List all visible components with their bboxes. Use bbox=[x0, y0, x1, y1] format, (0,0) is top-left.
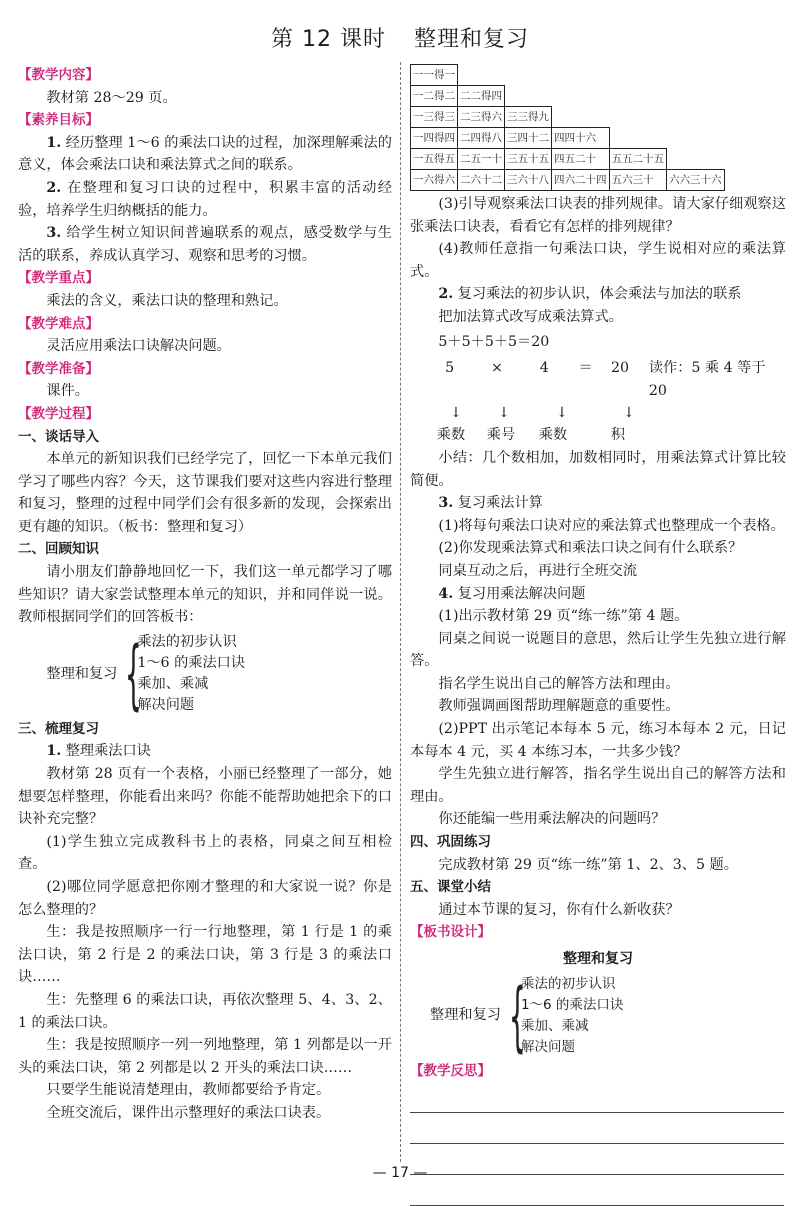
section-3-text: 只要学生能说清楚理由，教师都要给予肯定。 bbox=[46, 1082, 331, 1099]
right-text: (2)你发现乘法算式和乘法口诀之间有什么联系？ bbox=[438, 540, 743, 557]
right-column bbox=[410, 64, 786, 1206]
brace-item: 乘法的初步认识 bbox=[520, 975, 616, 992]
board-summary bbox=[18, 628, 392, 718]
section-1-text: 本单元的新知识我们已经学完了，回忆一下本单元我们学习了哪些内容？今天，这节课我们要对这些内容进行整理和复习，整理的过程中同学们会有很多新的发现，会探索出更有趣的知识。（板书：整理和复习） bbox=[18, 451, 392, 535]
lesson-topic: 整理和复习 bbox=[413, 27, 529, 52]
table-row: 一四得四 二四得八 三四十二 四四十六 bbox=[411, 128, 725, 149]
brace-icon: { bbox=[125, 628, 143, 718]
eq-factor: 4 bbox=[539, 360, 549, 377]
reflection-lines bbox=[410, 1082, 786, 1206]
brace-item: 乘加、乘减 bbox=[137, 675, 209, 692]
right-text: (1)出示教材第 29 页“练一练”第 4 题。 bbox=[438, 608, 689, 625]
brace-label: 整理和复习 bbox=[430, 1007, 501, 1024]
key-text: 乘法的含义，乘法口诀的整理和熟记。 bbox=[46, 292, 288, 309]
addition-equation: 5＋5＋5＋5＝20 bbox=[438, 333, 550, 350]
equation-labels bbox=[426, 424, 786, 447]
section-3-text: 教材第 28 页有一个表格，小丽已经整理了一部分，她想要怎样整理，你能看出来吗？你能不能帮助她把余下的口诀补充完整？ bbox=[18, 766, 392, 828]
section-3-sub1: 1. 整理乘法口诀 bbox=[46, 743, 151, 760]
section-4-text: 完成教材第 29 页“练一练”第 1、2、3、5 题。 bbox=[438, 856, 738, 873]
right-text: (2)PPT 出示笔记本每本 5 元，练习本每本 2 元，日记本每本 4 元，买 4 本练习本，一共多少钱？ bbox=[410, 721, 786, 760]
section-3-text: 生：我是按照顺序一行一行地整理，第 1 行是 1 的乘法口诀，第 2 行是 2 的乘法口诀，第 3 行是 3 的乘法口诀…… bbox=[18, 924, 392, 986]
section-5-text: 通过本节课的复习，你有什么新收获？ bbox=[438, 901, 680, 918]
goal-1: 1. 经历整理 1～6 的乘法口诀的过程，加深理解乘法的意义，体会乘法口诀和乘法算式之间的联系。 bbox=[18, 134, 392, 174]
writing-line[interactable] bbox=[410, 1082, 784, 1113]
heading-key: 【教学重点】 bbox=[18, 270, 99, 287]
right-subtitle-3: 3. 复习乘法计算 bbox=[438, 495, 543, 512]
right-text: 你还能编一些用乘法解决的问题吗？ bbox=[438, 811, 666, 828]
down-arrow-icon: ↓ bbox=[623, 405, 635, 422]
brace-item: 1～6 的乘法口诀 bbox=[137, 654, 246, 671]
board-title: 整理和复习 bbox=[563, 951, 633, 967]
eq-label: 乘号 bbox=[486, 427, 516, 444]
section-3-text: 生：我是按照顺序一列一列地整理，第 1 列都是以一开头的乘法口诀，第 2 列都是以 2 开头的乘法口诀…… bbox=[18, 1037, 392, 1076]
table-row: 一六得六 二六十二 三六十八 四六二十四 五六三十 六六三十六 bbox=[411, 170, 725, 191]
content-text: 教材第 28～29 页。 bbox=[46, 89, 177, 106]
brace-icon: { bbox=[508, 970, 526, 1060]
multiplication-equation bbox=[428, 357, 786, 402]
goal-2: 2. 在整理和复习口诀的过程中，积累丰富的活动经验，培养学生归纳概括的能力。 bbox=[18, 179, 392, 219]
difficulty-text: 灵活应用乘法口诀解决问题。 bbox=[46, 338, 231, 355]
down-arrow-icon: ↓ bbox=[498, 405, 510, 422]
heading-reflection: 【教学反思】 bbox=[410, 1062, 491, 1079]
page-number: — 17 — bbox=[372, 1165, 428, 1181]
eq-times: × bbox=[490, 360, 503, 377]
right-text: 教师强调画图帮助理解题意的重要性。 bbox=[438, 698, 680, 715]
heading-process: 【教学过程】 bbox=[18, 405, 99, 422]
heading-preparation: 【教学准备】 bbox=[18, 360, 99, 377]
lesson-number: 第 12 课时 bbox=[271, 27, 386, 52]
section-5-title: 五、课堂小结 bbox=[410, 879, 491, 896]
section-2-text: 请小朋友们静静地回忆一下，我们这一单元都学习了哪些知识？请大家尝试整理本单元的知识，并和同伴说一说。教师根据同学们的回答板书： bbox=[18, 564, 392, 626]
section-3-text: (2)哪位同学愿意把你刚才整理的和大家说一说？你是怎么整理的？ bbox=[18, 879, 392, 918]
brace-item: 1～6 的乘法口诀 bbox=[520, 996, 624, 1013]
equation-arrows bbox=[434, 402, 786, 420]
section-1-title: 一、谈话导入 bbox=[18, 428, 99, 445]
right-text: (4)教师任意指一句乘法口诀，学生说相对应的乘法算式。 bbox=[410, 241, 786, 280]
right-text: 小结：几个数相加，加数相同时，用乘法算式计算比较简便。 bbox=[410, 449, 786, 489]
board-design bbox=[430, 970, 786, 1060]
eq-factor: 5 bbox=[445, 360, 455, 377]
eq-product: 20 bbox=[611, 360, 630, 377]
section-3-text: 生：先整理 6 的乘法口诀，再依次整理 5、4、3、2、1 的乘法口诀。 bbox=[18, 991, 392, 1031]
section-3-text: (1)学生独立完成教科书上的表格，同桌之间互相检查。 bbox=[18, 833, 392, 873]
eq-label: 乘数 bbox=[436, 427, 466, 444]
right-text: 同桌互动之后，再进行全班交流 bbox=[438, 562, 638, 579]
eq-reading: 读作：5 乘 4 等于 20 bbox=[648, 360, 766, 399]
heading-goals: 【素养目标】 bbox=[18, 112, 99, 129]
preparation-text: 课件。 bbox=[46, 383, 89, 400]
right-text: 指名学生说出自己的解答方法和理由。 bbox=[438, 675, 680, 692]
down-arrow-icon: ↓ bbox=[556, 405, 568, 422]
heading-difficulty: 【教学难点】 bbox=[18, 315, 99, 332]
right-text: 同桌之间说一说题目的意思，然后让学生先独立进行解答。 bbox=[410, 630, 786, 670]
page-title bbox=[0, 22, 800, 53]
heading-content: 【教学内容】 bbox=[18, 67, 99, 83]
writing-line[interactable] bbox=[410, 1113, 784, 1144]
right-text: (3)引导观察乘法口诀表的排列规律。请大家仔细观察这张乘法口诀表，看看它有怎样的排列规律？ bbox=[410, 196, 786, 235]
brace-item: 乘加、乘减 bbox=[520, 1017, 589, 1034]
right-text: 学生先独立进行解答，指名学生说出自己的解答方法和理由。 bbox=[410, 766, 786, 805]
brace-item: 解决问题 bbox=[520, 1038, 575, 1055]
right-subtitle-2: 2. 复习乘法的初步认识，体会乘法与加法的联系 bbox=[438, 286, 742, 303]
table-row: 一一得一 bbox=[411, 65, 725, 86]
down-arrow-icon: ↓ bbox=[450, 405, 462, 422]
eq-label: 乘数 bbox=[538, 427, 568, 444]
right-text: (1)将每句乘法口诀对应的乘法算式也整理成一个表格。 bbox=[438, 517, 785, 534]
section-4-title: 四、巩固练习 bbox=[410, 834, 491, 851]
brace-item: 乘法的初步认识 bbox=[137, 633, 237, 650]
section-3-title: 三、梳理复习 bbox=[18, 720, 99, 737]
heading-board: 【板书设计】 bbox=[410, 924, 491, 941]
section-3-text: 全班交流后，课件出示整理好的乘法口诀表。 bbox=[46, 1104, 331, 1121]
goal-3: 3. 给学生树立知识间普遍联系的观点，感受数学与生活的联系，养成认真学习、观察和思考的习惯。 bbox=[18, 225, 392, 264]
table-row: 一三得三 二三得六 三三得九 bbox=[411, 107, 725, 128]
eq-label: 积 bbox=[610, 427, 626, 444]
right-text: 把加法算式改写成乘法算式。 bbox=[438, 308, 623, 325]
table-row: 一五得五 二五一十 三五十五 四五二十 五五二十五 bbox=[411, 149, 725, 170]
column-divider bbox=[400, 62, 401, 1162]
table-row: 一二得二 二二得四 bbox=[411, 86, 725, 107]
eq-equals: ＝ bbox=[578, 360, 593, 377]
section-2-title: 二、回顾知识 bbox=[18, 541, 99, 558]
brace-item: 解决问题 bbox=[137, 696, 195, 713]
right-subtitle-4: 4. 复习用乘法解决问题 bbox=[438, 585, 586, 602]
brace-label: 整理和复习 bbox=[46, 665, 118, 682]
left-column bbox=[18, 64, 392, 1125]
multiplication-table bbox=[410, 64, 725, 191]
